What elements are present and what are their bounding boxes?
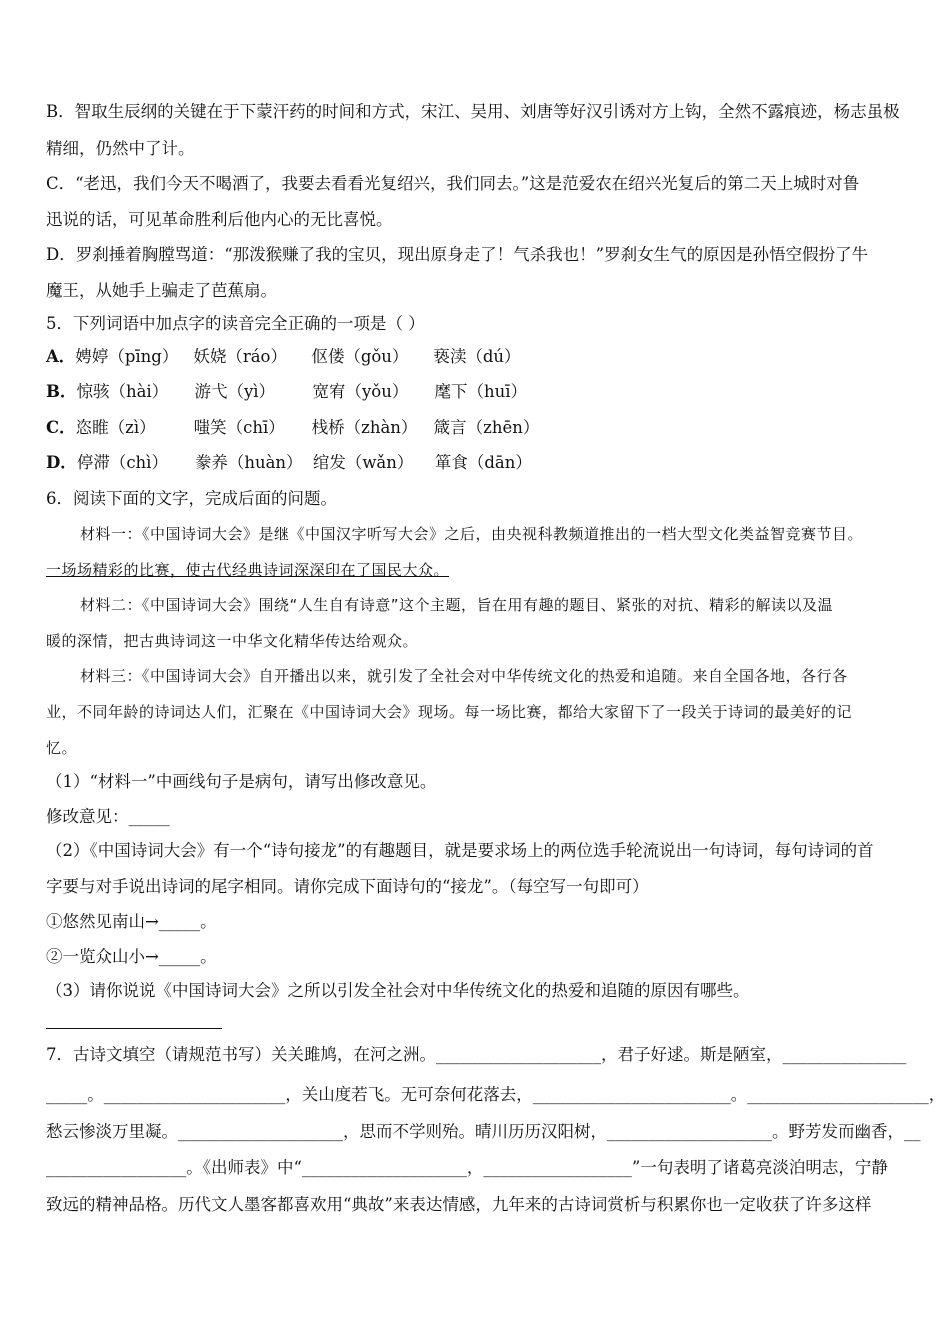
option-word: 箪食（dān） <box>434 453 532 472</box>
option-word: 绾发（wǎn） <box>312 453 414 472</box>
q6-stem: 6．阅读下面的文字，完成后面的问题。 <box>46 489 337 508</box>
q7-line5: 致远的精神品格。历代文人墨客都喜欢用“典故”来表达情感，九年来的古诗词赏析与积累你也一定收获了许多这样 <box>46 1195 872 1214</box>
q5-option-c <box>46 417 906 439</box>
material-1-line1: 材料一：《中国诗词大会》是继《中国汉字听写大会》之后，由央视科教频道推出的一档大型文化类益智竞赛节目。 <box>80 525 864 543</box>
q4-option-c-line1: C．“老迅，我们今天不喝酒了，我要去看看光复绍兴，我们同去。”这是范爱农在绍兴光复后的第二天上城时对鲁 <box>46 174 860 193</box>
q6-sub1: （1）“材料一”中画线句子是病句，请写出修改意见。 <box>46 772 437 791</box>
q7-line2: _____。______________________，关山度若飞。无可奈何花落去，________________________。______________________， <box>46 1085 946 1104</box>
option-word: 亵渎（dú） <box>433 347 521 366</box>
option-word: 娉婷（pīng） <box>75 347 179 366</box>
q4-option-d-line2: 魔王，从她手上骗走了芭蕉扇。 <box>46 281 277 300</box>
option-word: 豢养（huàn） <box>194 453 303 472</box>
q6-sub2-line2: 字要与对手说出诗词的尾字相同。请你完成下面诗句的“接龙”。（每空写一句即可） <box>46 877 649 896</box>
option-word: 妖娆（ráo） <box>193 347 287 366</box>
option-word: 惊骇（hài） <box>76 382 169 401</box>
option-word: 停滞（chì） <box>76 453 168 472</box>
q5-option-a <box>46 346 906 368</box>
q7-line4: _________________。《出师表》中“____________________，__________________”一句表明了诸葛亮淡泊明志，宁静 <box>46 1158 888 1177</box>
material-1-underlined-sentence: 一场场精彩的比赛，使古代经典诗词深深印在了国民大众。 <box>46 561 450 579</box>
material-3-line3: 忆。 <box>46 739 78 757</box>
option-word: 恣睢（zì） <box>75 418 156 437</box>
option-label: D． <box>46 453 77 472</box>
material-2-line2: 暖的深情，把古典诗词这一中华文化精华传达给观众。 <box>46 632 419 650</box>
option-word: 伛偻（gǒu） <box>311 347 409 366</box>
answer-line <box>46 1028 222 1029</box>
material-2-line1: 材料二：《中国诗词大会》围绕“人生自有诗意”这个主题，旨在用有趣的题目、紧张的对抗、精彩的解读以及温 <box>80 596 834 614</box>
option-label: A． <box>46 347 76 366</box>
q5-stem: 5．下列词语中加点字的读音完全正确的一项是（ ） <box>46 314 425 333</box>
q4-option-b-line1: B．智取生辰纲的关键在于下蒙汗药的时间和方式，宋江、吴用、刘唐等好汉引诱对方上钩，全然不露痕迹，杨志虽极 <box>46 102 900 121</box>
q5-option-d <box>46 452 906 474</box>
option-word: 游弋（yì） <box>194 382 276 401</box>
option-word: 麾下（huī） <box>434 382 527 401</box>
q6-sub3: （3）请你说说《中国诗词大会》之所以引发全社会对中华传统文化的热爱和追随的原因有哪些。 <box>46 981 750 1000</box>
q5-option-b <box>46 381 906 403</box>
q4-option-d-line1: D．罗刹捶着胸膛骂道：“那泼猴赚了我的宝贝，现出原身走了！气杀我也！”罗刹女生气的原因是孙悟空假扮了牛 <box>46 245 869 264</box>
q6-sub1-answer: 修改意见：_____ <box>46 807 170 826</box>
option-word: 嗤笑（chī） <box>193 418 285 437</box>
q7-line1: 7．古诗文填空（请规范书写）关关雎鸠，在河之洲。____________________，君子好逑。斯是陋室，_______________ <box>46 1045 907 1064</box>
option-word: 箴言（zhēn） <box>433 418 540 437</box>
material-3-line2: 业，不同年龄的诗词达人们，汇聚在《中国诗词大会》现场。每一场比赛，都给大家留下了一段关于诗词的最美好的记 <box>46 703 853 721</box>
q4-option-c-line2: 迅说的话，可见革命胜利后他内心的无比喜悦。 <box>46 210 393 229</box>
option-word: 栈桥（zhàn） <box>311 418 418 437</box>
option-label: C． <box>46 418 76 437</box>
option-label: B． <box>46 382 77 401</box>
q6-sub2-line1: （2）《中国诗词大会》有一个“诗句接龙”的有趣题目，就是要求场上的两位选手轮流说出一句诗词，每句诗词的首 <box>46 841 874 860</box>
material-3-line1: 材料三：《中国诗词大会》自开播出以来，就引发了全社会对中华传统文化的热爱和追随。来自全国各地，各行各 <box>80 667 848 685</box>
q7-line3: 愁云惨淡万里凝。____________________，思而不学则殆。晴川历历汉阳树，____________________。野芳发而幽香，__ <box>46 1122 921 1141</box>
q6-sub2-blank2: ②一览众山小→_____。 <box>46 947 217 966</box>
q6-sub2-blank1: ①悠然见南山→_____。 <box>46 912 217 931</box>
q4-option-b-line2: 精细，仍然中了计。 <box>46 139 195 158</box>
option-word: 宽宥（yǒu） <box>312 382 409 401</box>
